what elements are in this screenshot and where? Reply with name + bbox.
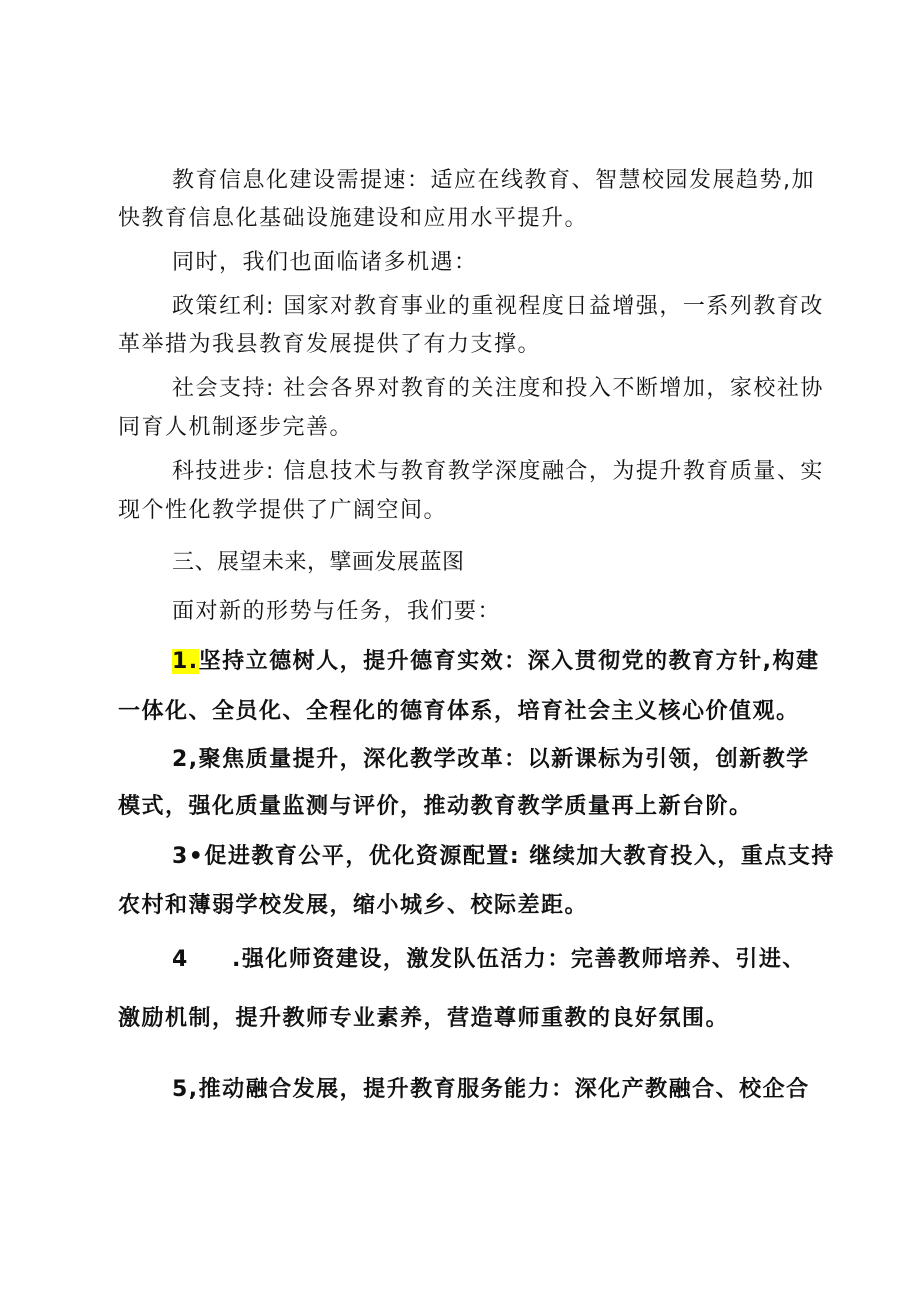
list-item-4-line-1: .强化师资建设，激发队伍活力：完善教师培养、引进、 (232, 947, 806, 972)
list-item-2-number: 2, (172, 747, 199, 772)
paragraph-policy-line-1: 政策红利: 国家对教育事业的重视程度日益增强，一系列教育改 (172, 294, 824, 319)
list-item-5-line-1 (172, 1075, 810, 1105)
list-item-3-line-2: 农村和薄弱学校发展，缩小城乡、校际差距。 (118, 893, 589, 918)
list-item-1-line-2: 一体化、全员化、全程化的德育体系，培育社会主义核心价值观。 (118, 699, 800, 724)
list-item-2-line-1 (172, 745, 810, 775)
paragraph-technology-line-2: 现个性化教学提供了广阔空间。 (118, 498, 448, 523)
paragraph-social-support-line-2: 同育人机制逐步完善。 (118, 415, 354, 440)
paragraph-education-informatization-line-2: 快教育信息化基础设施建设和应用水平提升。 (118, 206, 589, 231)
list-item-1-number: 1. (172, 649, 199, 674)
list-item-2-text: 聚焦质量提升，深化教学改革：以新课标为引领，创新教学 (198, 747, 810, 772)
list-item-3-line-1 (172, 842, 835, 872)
paragraph-education-informatization-line-1: 教育信息化建设需提速：适应在线教育、智慧校园发展趋势,加 (172, 168, 815, 193)
list-item-5-text: 推动融合发展，提升教育服务能力：深化产教融合、校企合 (198, 1077, 810, 1102)
list-item-4-line-2: 激励机制，提升教师专业素养，营造尊师重教的良好氛围。 (118, 1006, 730, 1031)
list-item-4-number: 4 (172, 947, 189, 972)
paragraph-opportunities-intro: 同时，我们也面临诸多机遇： (172, 250, 478, 275)
paragraph-tasks-intro: 面对新的形势与任务，我们要： (172, 599, 502, 624)
list-item-5-number: 5, (172, 1077, 199, 1102)
list-item-3-number: 3• (172, 844, 205, 869)
paragraph-policy-line-2: 革举措为我县教育发展提供了有力支撑。 (118, 332, 542, 357)
list-item-3-text: 促进教育公平，优化资源配置: 继续加大教育投入，重点支持 (204, 844, 835, 869)
list-item-1-text: 坚持立德树人，提升德育实效：深入贯彻党的教育方针,构建 (198, 649, 820, 674)
paragraph-technology-line-1: 科技进步: 信息技术与教育教学深度融合，为提升教育质量、实 (172, 459, 824, 484)
list-item-1-line-1 (172, 647, 820, 677)
list-item-2-line-2: 模式，强化质量监测与评价，推动教育教学质量再上新台阶。 (118, 794, 753, 819)
paragraph-social-support-line-1: 社会支持: 社会各界对教育的关注度和投入不断增加，家校社协 (172, 376, 824, 401)
section-heading-three: 三、展望未来，擘画发展蓝图 (172, 549, 465, 574)
